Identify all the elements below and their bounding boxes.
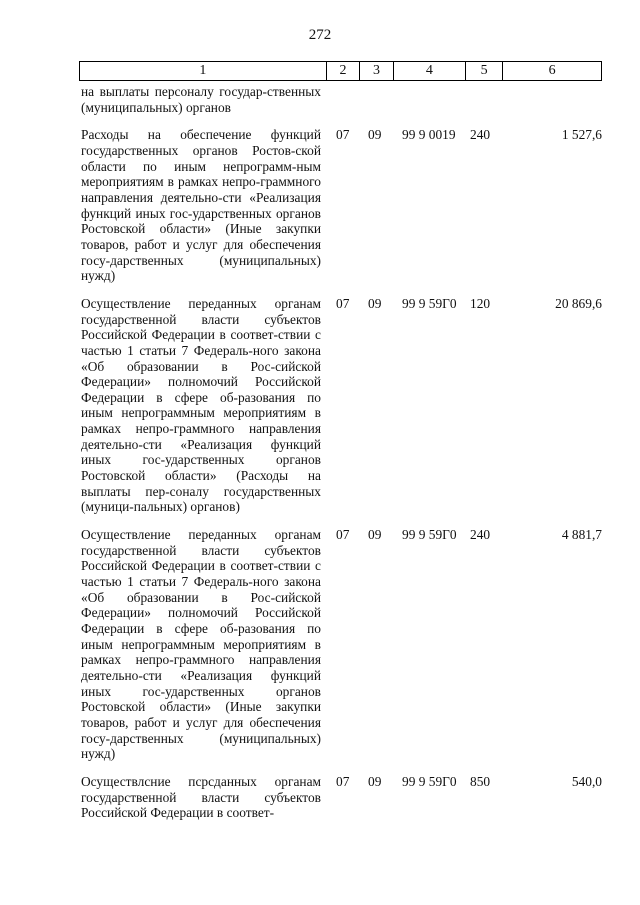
header-col-5: 5 <box>466 62 504 80</box>
row-section: 07 <box>336 295 350 311</box>
row-name: Осуществление переданных органам государственной власти субъектов Российской Федерации в соответ-ствии с частью 1 статьи 7 Федераль-ного закона «Об образовании в Рос-сийской Федерации» полномочий Российской Федерации в сфере об-разования по иным непрограммным мероприятиям в рамках непро-граммного направления деятельно-сти «Реализация функций иных гос-ударственных органов Ростовской области» (Расходы на выплаты пер-соналу государственных (муници-пальных) органов) <box>81 295 321 515</box>
table-header <box>79 61 602 81</box>
row-article: 99 9 59Г0 <box>402 527 457 543</box>
row-amount: 540,0 <box>571 773 602 789</box>
row-amount: 4 881,7 <box>561 527 602 543</box>
row-expense-type: 240 <box>470 127 491 143</box>
page-number: 272 <box>308 27 332 43</box>
header-col-1: 1 <box>80 62 327 80</box>
row-subsection: 09 <box>368 773 382 789</box>
row-section <box>328 84 364 115</box>
row-subsection: 09 <box>368 527 382 543</box>
row-amount: 20 869,6 <box>555 295 602 311</box>
row-name: Расходы на обеспечение функций государственных органов Ростов-ской области по иным непрограмм-ным мероприятиям в рамках непро-граммного направления деятельно-сти «Реализация функций иных гос-ударственных органов Ростовской области» (Иные закупки товаров, работ и услуг для обеспечения госу-дарственных (муниципальных) нужд) <box>81 127 321 284</box>
row-expense-type: 120 <box>470 295 491 311</box>
row-article: 99 9 59Г0 <box>402 773 457 789</box>
row-subsection: 09 <box>368 127 382 143</box>
header-col-3: 3 <box>360 62 394 80</box>
row-name: Осуществлсние псрсданных органам государственной власти субъектов Российской Федерации в соответ- <box>81 773 321 821</box>
header-col-2: 2 <box>327 62 361 80</box>
table-row <box>81 774 602 821</box>
row-article: 99 9 0019 <box>402 127 456 143</box>
table-row <box>81 127 602 284</box>
row-expense-type <box>468 84 506 115</box>
row-subsection: 09 <box>368 295 382 311</box>
row-expense-type: 240 <box>470 527 491 543</box>
table-row <box>81 296 602 515</box>
row-section: 07 <box>336 127 350 143</box>
row-article <box>398 84 468 115</box>
header-col-6: 6 <box>548 63 556 78</box>
row-amount <box>506 84 602 115</box>
row-name: на выплаты персоналу государ-ственных (муниципальных) органов <box>81 84 321 115</box>
row-expense-type: 850 <box>470 773 491 789</box>
row-section: 07 <box>336 773 350 789</box>
table-row <box>81 527 602 762</box>
table-body <box>81 84 602 833</box>
row-name: Осуществление переданных органам государственной власти субъектов Российской Федерации в соответ-ствии с частью 1 статьи 7 Федераль-ного закона «Об образовании в Рос-сийской Федерации» полномочий Российской Федерации в сфере об-разования по иным непрограммным мероприятиям в рамках непро-граммного направления деятельно-сти «Реализация функций иных гос-ударственных органов Ростовской области» (Иные закупки товаров, работ и услуг для обеспечения госу-дарственных (муниципальных) нужд) <box>81 527 321 762</box>
table-row <box>81 84 602 115</box>
row-article: 99 9 59Г0 <box>402 295 457 311</box>
row-amount: 1 527,6 <box>561 127 602 143</box>
row-section: 07 <box>336 527 350 543</box>
header-col-4: 4 <box>394 62 466 80</box>
row-subsection <box>364 84 398 115</box>
